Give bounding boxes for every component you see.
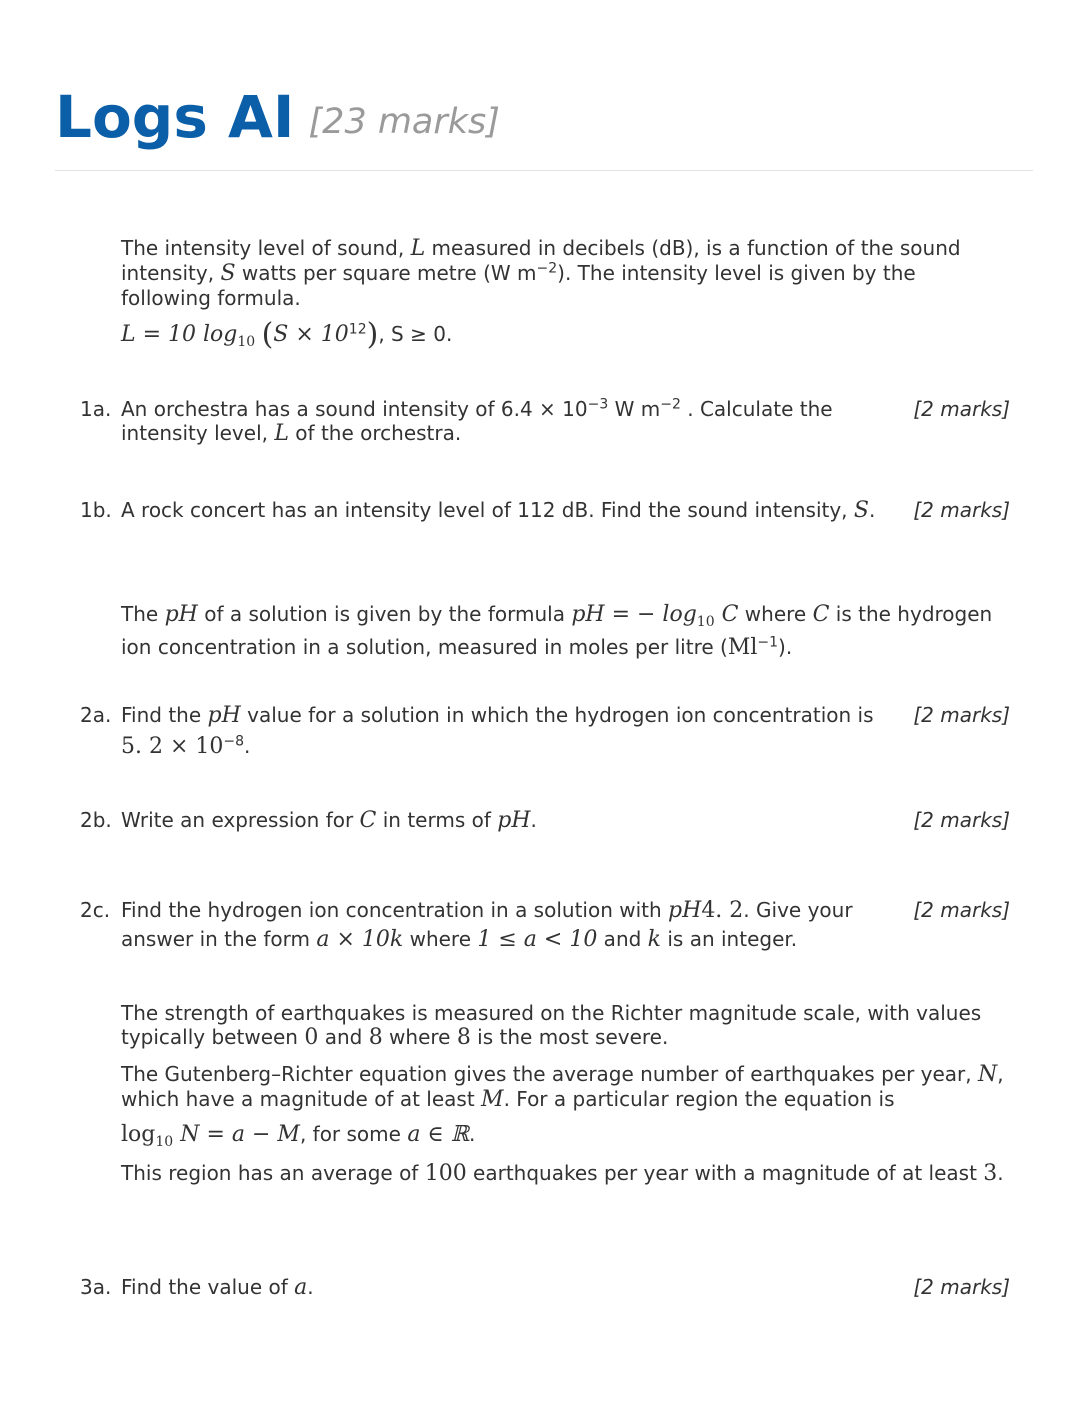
marks-1b: [2 marks] [913,498,1010,522]
intro-earthquakes: The strength of earthquakes is measured on the Richter magnitude scale, with values typically between 0 and 8 where 8 is the most severe. The Gutenberg–Richter equation gives the average number of earthquakes per year, N, which have a magnitude of at least M. For a particular region the equation is $\log_{10} N = a - M$, for some a ∈ ℝ. This region has an average of 100 earthquakes per year with a magnitude of at least 3. [121,1001,1009,1186]
total-marks: [23 marks] [308,102,500,142]
question-2c: 2c. Find the hydrogen ion concentration in a solution with pH4. 2. Give your answer in the form a × 10k where 1 ≤ a < 10 and k is an integer. [2 marks] [80,898,1010,952]
intro-sound: The intensity level of sound, L measured in decibels (dB), is a function of the sound intensity, S watts per square metre (W $m^{-2}$). The intensity level is given by the following formula. L = 10 $\log_{10} (S \times 10^{12})$, S ≥ 0. [121,236,1009,347]
marks-1a: [2 marks] [913,397,1010,421]
question-1a: 1a. An orchestra has a sound intensity of $6.4 \times 10^{-3}$ W $m^{-2}$ . Calculate the intensity level, L of the orchestra. [2 marks] [80,396,1010,446]
marks-3a: [2 marks] [913,1275,1010,1299]
marks-2b: [2 marks] [913,808,1010,832]
gutenberg-formula: $\log_{10} N = a - M$, for some a ∈ ℝ. [121,1122,476,1150]
question-1b: 1b. A rock concert has an intensity level of 112 dB. Find the sound intensity, S. [2 marks] [80,498,1010,523]
intro-ph: The pH of a solution is given by the formula pH = − $\log_{10} C$ where C is the hydrogen ion concentration in a solution, measured in moles per litre $(Ml^{-1})$. [121,602,993,660]
title-divider [55,170,1033,171]
question-3a: 3a. Find the value of a. [2 marks] [80,1275,1010,1300]
question-2a: 2a. Find the pH value for a solution in which the hydrogen ion concentration is 5. $2 \times 10^{-8}$. [2 marks] [80,700,1010,762]
marks-2a: [2 marks] [913,703,1010,727]
page-title: Logs AI [23 marks] [55,83,500,151]
question-2b: 2b. Write an expression for C in terms of pH. [2 marks] [80,808,1010,833]
marks-2c: [2 marks] [913,898,1010,922]
sound-formula: L = 10 $\log_{10} (S \times 10^{12})$, S ≥ 0. [121,317,453,352]
